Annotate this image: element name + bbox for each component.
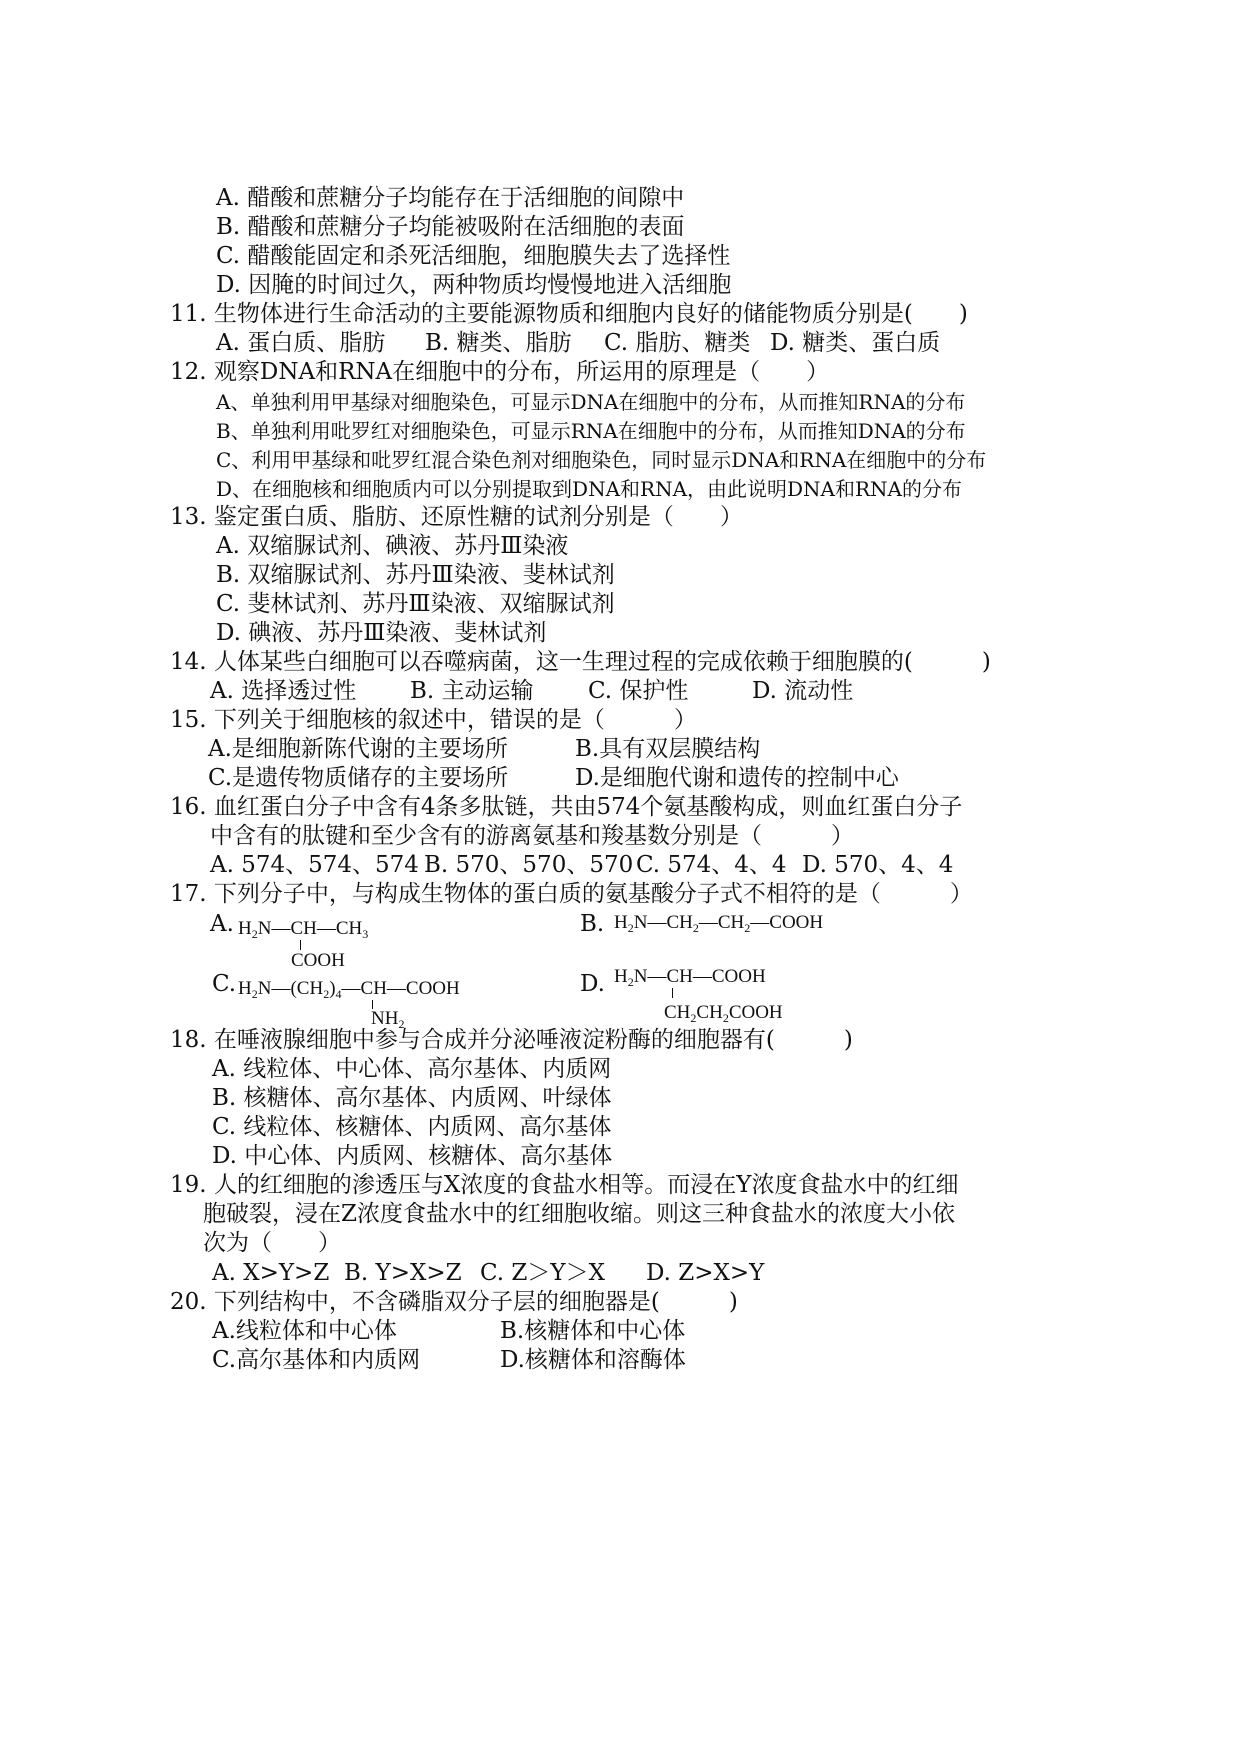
- q16-stem-line2: 中含有的肽键和至少含有的游离氨基和羧基数分别是（ ）: [210, 823, 854, 849]
- q15-stem: 15. 下列关于细胞核的叙述中，错误的是（ ）: [170, 707, 697, 733]
- q19-stem-line2: 胞破裂，浸在Z浓度食盐水中的红细胞收缩。则这三种食盐水的浓度大小依: [203, 1201, 955, 1227]
- q11-option-c: C. 脂肪、糖类: [604, 330, 751, 356]
- q17-option-c-formula: $H_2N—(CH_2)_4—CH—COOH$: [238, 978, 460, 1001]
- q18-option-a: A. 线粒体、中心体、高尔基体、内质网: [212, 1056, 612, 1082]
- q20-option-b: B.核糖体和中心体: [500, 1318, 686, 1344]
- q20-stem: 20. 下列结构中，不含磷脂双分子层的细胞器是( ): [170, 1289, 738, 1315]
- q17-option-a-carboxyl: COOH: [291, 950, 345, 971]
- q13-stem: 13. 鉴定蛋白质、脂肪、还原性糖的试剂分别是（ ）: [170, 504, 743, 530]
- q17-option-c-amino: $NH_2$: [371, 1008, 405, 1031]
- q15-option-d: D.是细胞代谢和遗传的控制中心: [575, 765, 899, 791]
- q13-option-b: B. 双缩脲试剂、苏丹Ⅲ染液、斐林试剂: [216, 562, 615, 588]
- q17-option-a-label: A.: [210, 911, 234, 937]
- q17-stem: 17. 下列分子中，与构成生物体的蛋白质的氨基酸分子式不相符的是（ ）: [170, 881, 973, 907]
- q14-option-c: C. 保护性: [588, 678, 689, 704]
- q18-option-c: C. 线粒体、核糖体、内质网、高尔基体: [212, 1114, 612, 1140]
- q20-option-d: D.核糖体和溶酶体: [500, 1347, 686, 1373]
- q17-option-d-label: D.: [580, 971, 605, 997]
- q14-stem: 14. 人体某些白细胞可以吞噬病菌，这一生理过程的完成依赖于细胞膜的( ): [170, 649, 991, 675]
- q17-option-a-bond: [300, 940, 301, 950]
- q10-option-c: C. 醋酸能固定和杀死活细胞，细胞膜失去了选择性: [216, 243, 731, 269]
- q10-option-a: A. 醋酸和蔗糖分子均能存在于活细胞的间隙中: [216, 185, 685, 211]
- q17-option-d-bond: [672, 988, 673, 998]
- q11-option-b: B. 糖类、脂肪: [425, 330, 572, 356]
- q16-option-d: D. 570、4、4: [802, 852, 954, 878]
- q14-option-b: B. 主动运输: [410, 678, 534, 704]
- q19-option-a: A. X>Y>Z: [212, 1260, 330, 1286]
- q11-stem: 11. 生物体进行生命活动的主要能源物质和细胞内良好的储能物质分别是( ): [170, 301, 968, 327]
- q12-option-a: A、单独利用甲基绿对细胞染色，可显示DNA在细胞中的分布，从而推知RNA的分布: [216, 390, 966, 414]
- q19-option-d: D. Z>X>Y: [646, 1260, 765, 1286]
- q19-stem-line1: 19. 人的红细胞的渗透压与X浓度的食盐水相等。而浸在Y浓度食盐水中的红细: [170, 1172, 959, 1198]
- q18-option-d: D. 中心体、内质网、核糖体、高尔基体: [212, 1143, 613, 1169]
- q13-option-c: C. 斐林试剂、苏丹Ⅲ染液、双缩脲试剂: [216, 591, 615, 617]
- q16-stem-line1: 16. 血红蛋白分子中含有4条多肽链，共由574个氨基酸构成，则血红蛋白分子: [170, 794, 963, 820]
- q12-option-d: D、在细胞核和细胞质内可以分别提取到DNA和RNA，由此说明DNA和RNA的分布: [216, 477, 962, 501]
- q19-option-c: C. Z＞Y＞X: [480, 1260, 605, 1286]
- q17-option-b-formula: $H_2N—CH_2—CH_2—COOH$: [614, 912, 824, 935]
- q12-option-c: C、利用甲基绿和吡罗红混合染色剂对细胞染色，同时显示DNA和RNA在细胞中的分布: [216, 448, 987, 472]
- q16-option-a: A. 574、574、574: [210, 852, 419, 878]
- q15-option-a: A.是细胞新陈代谢的主要场所: [208, 736, 508, 762]
- q15-option-b: B.具有双层膜结构: [575, 736, 761, 762]
- q10-option-d: D. 因腌的时间过久，两种物质均慢慢地进入活细胞: [216, 272, 732, 298]
- q10-option-b: B. 醋酸和蔗糖分子均能被吸附在活细胞的表面: [216, 214, 685, 240]
- q18-option-b: B. 核糖体、高尔基体、内质网、叶绿体: [212, 1085, 612, 1111]
- q13-option-a: A. 双缩脲试剂、碘液、苏丹Ⅲ染液: [216, 533, 569, 559]
- q17-option-d-sidechain: $CH_2CH_2COOH$: [664, 1002, 783, 1025]
- q16-option-c: C. 574、4、4: [636, 852, 787, 878]
- q14-option-a: A. 选择透过性: [210, 678, 357, 704]
- q17-option-c-label: C.: [212, 971, 237, 997]
- q16-option-b: B. 570、570、570: [424, 852, 634, 878]
- q20-option-a: A.线粒体和中心体: [212, 1318, 397, 1344]
- q19-option-b: B. Y>X>Z: [344, 1260, 462, 1286]
- q17-option-b-label: B.: [580, 911, 605, 937]
- q15-option-c: C.是遗传物质储存的主要场所: [208, 765, 509, 791]
- q20-option-c: C.高尔基体和内质网: [212, 1347, 421, 1373]
- q17-option-d-formula: $H_2N—CH—COOH$: [614, 966, 766, 989]
- q13-option-d: D. 碘液、苏丹Ⅲ染液、斐林试剂: [216, 620, 547, 646]
- q11-option-a: A. 蛋白质、脂肪: [216, 330, 386, 356]
- q18-stem: 18. 在唾液腺细胞中参与合成并分泌唾液淀粉酶的细胞器有( ): [170, 1027, 853, 1053]
- q19-stem-line3: 次为（ ）: [203, 1230, 341, 1256]
- q12-stem: 12. 观察DNA和RNA在细胞中的分布，所运用的原理是（ ）: [170, 359, 830, 385]
- q12-option-b: B、单独利用吡罗红对细胞染色，可显示RNA在细胞中的分布，从而推知DNA的分布: [216, 419, 966, 443]
- q14-option-d: D. 流动性: [752, 678, 854, 704]
- q17-option-a-formula: $H_2N—CH—CH_3$: [238, 918, 369, 941]
- q11-option-d: D. 糖类、蛋白质: [770, 330, 941, 356]
